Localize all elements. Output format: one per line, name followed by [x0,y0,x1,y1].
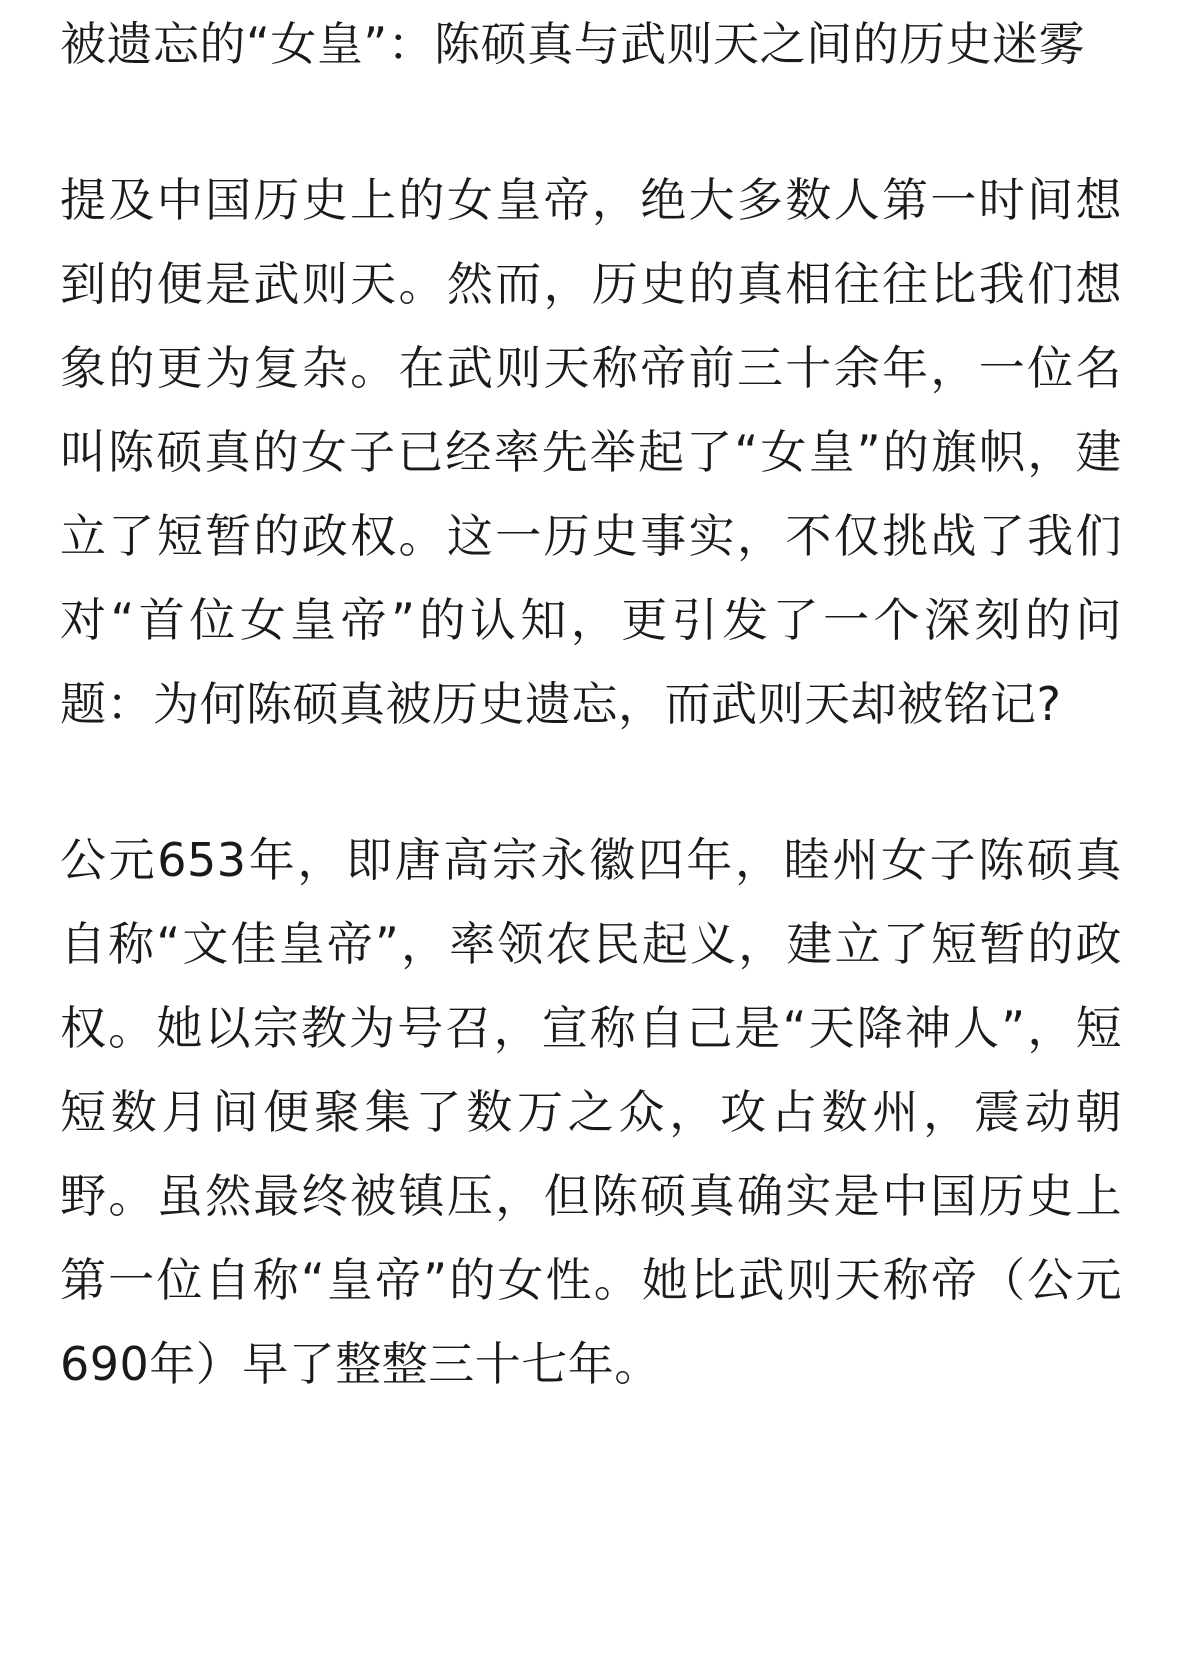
article-title: 被遗忘的“女皇”：陈硕真与武则天之间的历史迷雾 [60,17,1086,71]
article [60,0,1122,1406]
article-paragraph-2: 公元653年，即唐高宗永徽四年，睦州女子陈硕真自称“文佳皇帝”，率领农民起义，建立了短暂的政权。她以宗教为号召，宣称自己是“天降神人”，短短数月间便聚集了数万之众，攻占数州，震动朝野。虽然最终被镇压，但陈硕真确实是中国历史上第一位自称“皇帝”的女性。她比武则天称帝（公元690年）早了整整三十七年。 [60,833,1122,1391]
article-paragraph-1: 提及中国历史上的女皇帝，绝大多数人第一时间想到的便是武则天。然而，历史的真相往往比我们想象的更为复杂。在武则天称帝前三十余年，一位名叫陈硕真的女子已经率先举起了“女皇”的旗帜，建立了短暂的政权。这一历史事实，不仅挑战了我们对“首位女皇帝”的认知，更引发了一个深刻的问题：为何陈硕真被历史遗忘，而武则天却被铭记? [60,173,1122,731]
